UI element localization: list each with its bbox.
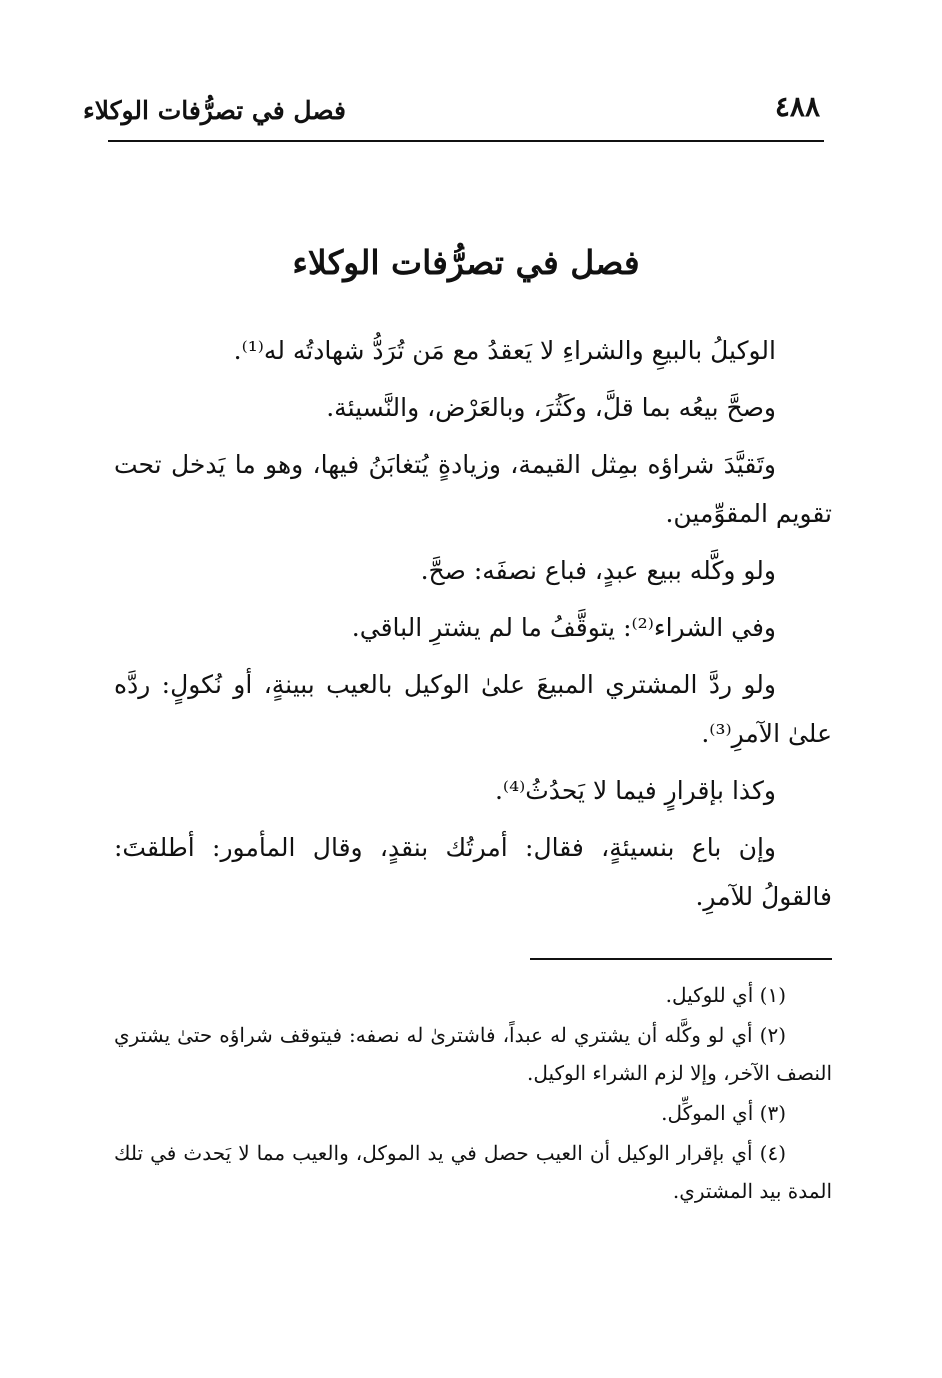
paragraph: ولو وكَّله ببيع عبدٍ، فباع نصفَه: صحَّ. bbox=[420, 556, 776, 585]
paragraph: وصحَّ بيعُه بما قلَّ، وكَثُرَ، وبالعَرْض، والنَّسيئة. bbox=[326, 393, 776, 422]
footnotes bbox=[114, 976, 832, 1212]
paragraph: وتَقيَّدَ شراؤه بمِثل القيمة، وزيادةٍ يُتغابَنُ فيها، وهو ما يَدخل تحت تقويم المقوِّمين. bbox=[114, 450, 832, 528]
paragraph: وفي الشراء⁽²⁾: يتوقَّفُ ما لم يشترِ الباقي. bbox=[351, 613, 776, 642]
footnote: (١) أي للوكيل. bbox=[665, 983, 786, 1007]
footnote-separator bbox=[530, 958, 832, 960]
footnote: (٤) أي بإقرار الوكيل أن العيب حصل في يد الموكل، والعيب مما لا يَحدث في تلك المدة بيد المشتري. bbox=[114, 1141, 832, 1203]
paragraph: الوكيلُ بالبيعِ والشراءِ لا يَعقدُ مع مَن تُرَدُّ شهادتُه له⁽¹⁾. bbox=[233, 336, 776, 365]
running-header bbox=[82, 88, 820, 134]
paragraph: ولو ردَّ المشتري المبيعَ علىٰ الوكيل بالعيب ببينةٍ، أو نُكولٍ: ردَّه علىٰ الآمرِ⁽³⁾. bbox=[114, 670, 832, 748]
body-text bbox=[114, 326, 832, 929]
page-number: ٤٨٨ bbox=[774, 90, 820, 123]
header-rule bbox=[108, 140, 824, 142]
footnote: (٣) أي الموكِّل. bbox=[661, 1101, 786, 1125]
running-title: فصل في تصرُّفات الوكلاء bbox=[82, 96, 346, 125]
paragraph: وكذا بإقرارٍ فيما لا يَحدُثُ⁽⁴⁾. bbox=[494, 776, 776, 805]
paragraph: وإن باع بنسيئةٍ، فقال: أمرتُك بنقدٍ، وقال المأمور: أطلقتَ: فالقولُ للآمرِ. bbox=[114, 833, 832, 911]
footnote: (٢) أي لو وكَّله أن يشتري له عبداً، فاشترىٰ له نصفه: فيتوقف شراؤه حتىٰ يشتري النصف الآخر، وإلا لزم الشراء الوكيل. bbox=[114, 1023, 832, 1085]
chapter-title: فصل في تصرُّفات الوكلاء bbox=[292, 243, 640, 282]
